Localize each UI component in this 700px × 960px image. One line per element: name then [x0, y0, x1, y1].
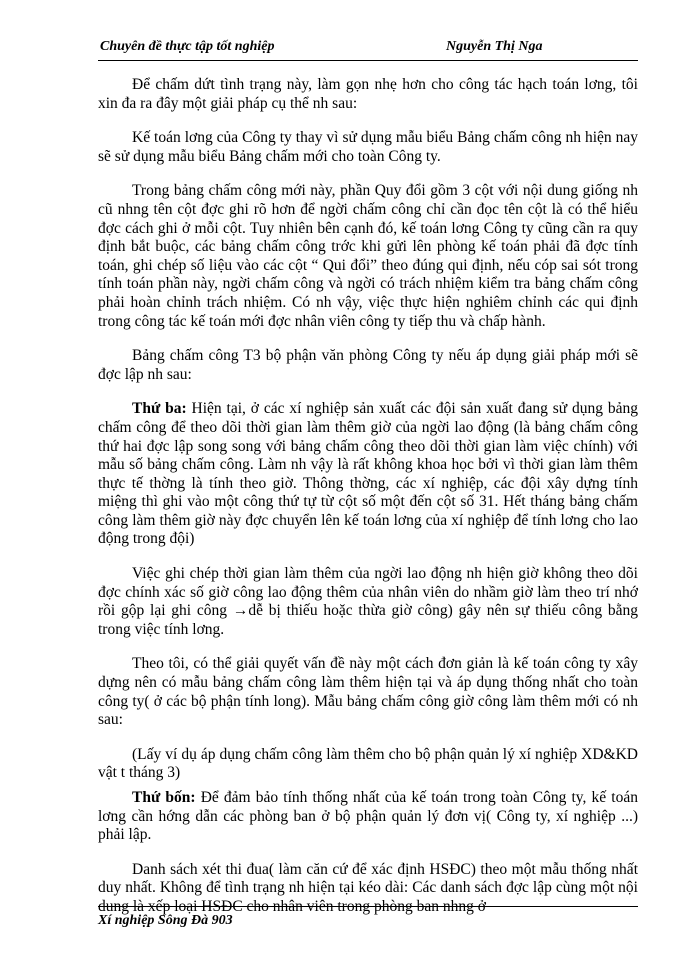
paragraph-9-lead: Thứ bốn: — [132, 789, 196, 806]
paragraph-3: Trong bảng chấm công mới này, phần Quy đổi gồm 3 cột với nội dung giống nh cũ nhng tên cột đợc ghi rõ hơn để ngời chấm công chỉ cần đọc tên cột là có thể hiểu đợc cách ghi ở mỗi cột. Tuy nhiên bên cạnh đó, kế toán lơng Công ty cũng cần ra quy định bắt buộc, các bảng chấm công trớc khi gửi lên phòng kế toán phải đã đợc tính toán, ghi chép số liệu vào các cột “ Qui đổi” theo đúng qui định, nếu cóp sai sót trong tính toán phần này, ngời chấm công và ngời có trách nhiệm kiểm tra bảng chấm công phải hoàn chỉnh trách nhiệm. Có nh vậy, việc thực hiện nghiêm chỉnh các qui định trong công tác kế toán mới đợc nhân viên công ty tiếp thu và chấp hành. — [98, 182, 638, 330]
paragraph-8: (Lấy ví dụ áp dụng chấm công làm thêm cho bộ phận quản lý xí nghiệp XD&KD vật t tháng 3) — [98, 745, 638, 782]
footer-text: Xí nghiệp Sông Đà 903 — [98, 913, 233, 928]
page-footer — [98, 906, 638, 937]
paragraph-7: Theo tôi, có thể giải quyết vấn đề này một cách đơn giản là kế toán công ty xây dựng nên có mẫu bảng chấm công làm thêm hiện tại và áp dụng thống nhất cho toàn công ty( ở các bộ phận tính long). Mẫu bảng chấm công giờ công làm thêm mới có nh sau: — [98, 655, 638, 729]
paragraph-9: Thứ bốn: Để đảm bảo tính thống nhất của kế toán trong toàn Công ty, kế toán lơng cần hớng dẫn các phòng ban ở bộ phận quản lý đơn vị( Công ty, xí nghiệp ...) phải lập. — [98, 789, 638, 844]
header-title: Chuyên đề thực tập tốt nghiệp — [100, 39, 275, 54]
paragraph-5-lead: Thứ ba: — [132, 400, 187, 418]
paragraph-2: Kế toán lơng của Công ty thay vì sử dụng mẫu biểu Bảng chấm công nh hiện nay sẽ sử dụng mẫu biểu Bảng chấm mới cho toàn Công ty. — [98, 129, 638, 165]
paragraph-6: Việc ghi chép thời gian làm thêm của ngời lao động nh hiện giờ không theo dõi đợc chính xác số giờ công lao động thêm của nhân viên do nhầm giờ làm theo trí nhớ rồi gộp lại ghi công →dễ bị thiếu hoặc thừa giờ công) gây nên sự thiếu công bằng trong việc tính lơng. — [98, 565, 638, 638]
paragraph-1: Để chấm dứt tình trạng này, làm gọn nhẹ hơn cho công tác hạch toán lơng, tôi xin đa ra đây một giải pháp cụ thể nh sau: — [98, 76, 638, 112]
header-author: Nguyễn Thị Nga — [446, 39, 543, 54]
paragraph-4: Bảng chấm công T3 bộ phận văn phòng Công ty nếu áp dụng giải pháp mới sẽ đợc lập nh sau: — [98, 347, 638, 383]
paragraph-10: Danh sách xét thi đua( làm căn cứ để xác định HSĐC) theo một mẫu thống nhất duy nhất. Không để tình trạng nh hiện tại kéo dài: Các danh sách đợc lập cùng một nội dung là xếp loại HSĐC cho nhân viên trong phòng ban nhng ở — [98, 860, 638, 915]
page-header — [98, 38, 638, 61]
paragraph-5: Thứ ba: Hiện tại, ở các xí nghiệp sản xuất các đội sản xuất đang sử dụng bảng chấm công để theo dõi thời gian làm thêm giờ của ngời lao động (là bảng chấm công thứ hai đợc lập song song với bảng chấm công theo dõi thời gian làm việc chính) với mẫu số bảng chấm công. Làm nh vậy là rất không khoa học bởi vì thời gian làm thêm thực tế thờng là tính theo giờ. Thông thờng, các xí nghiệp, các đội xây dựng tính miệng thì ghi vào một công thứ tự từ cột số một đến cột số 31. Hết tháng bảng chấm công làm thêm giờ này đợc chuyển lên kế toán lơng của xí nghiệp để tính lơng cho lao động trong đội) — [98, 400, 638, 548]
document-body — [98, 76, 638, 933]
